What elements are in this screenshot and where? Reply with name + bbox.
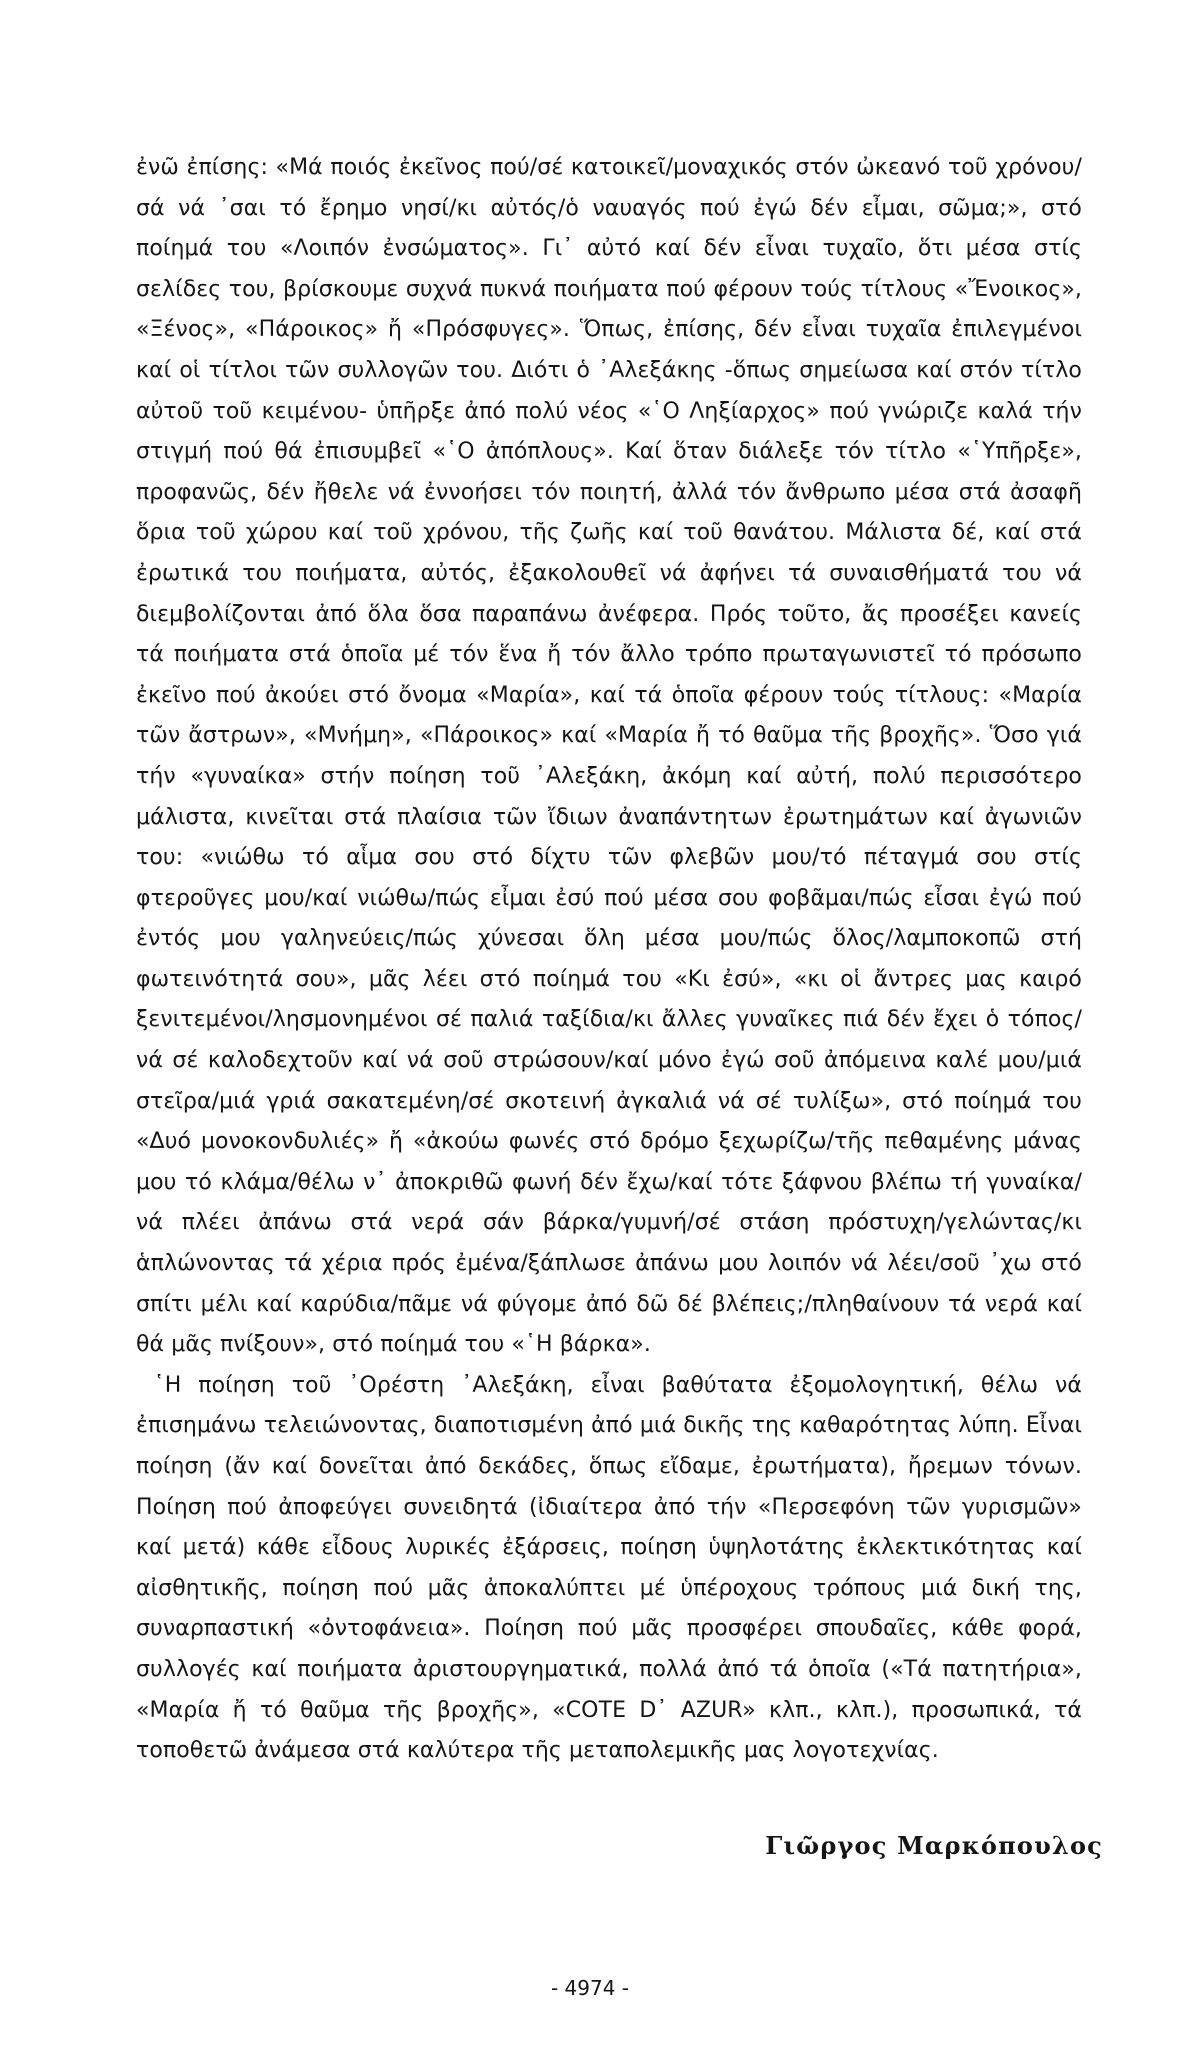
page-number: - 4974 - [550, 1976, 630, 2000]
paragraph-1: ἐνῶ ἐπίσης: «Μά ποιός ἐκεῖνος πού/σέ κατοικεῖ/μοναχικός στόν ὠκεανό τοῦ χρόνου/σά νά ᾽σαι τό ἔρημο νησί/κι αὐτός/ὁ ναυαγός πού ἐγώ δέν εἶμαι, σῶμα;», στό ποίημά του «Λοιπόν ἐνσώματος». Γι᾽ αὐτό καί δέν εἶναι τυχαῖο, ὅτι μέσα στίς σελίδες του, βρίσκουμε συχνά πυκνά ποιήματα πού φέρουν τούς τίτλους «Ἔνοικος», «Ξένος», «Πάροικος» ἤ «Πρόσφυγες». Ὅπως, ἐπίσης, δέν εἶναι τυχαῖα ἐπιλεγμένοι καί οἱ τίτλοι τῶν συλλογῶν του. Διότι ὁ ᾽Αλεξάκης -ὅπως σημείωσα καί στόν τίτλο αὐτοῦ τοῦ κειμένου- ὑπῆρξε ἀπό πολύ νέος «῾Ο Ληξίαρχος» πού γνώριζε καλά τήν στιγμή πού θά ἐπισυμβεῖ «῾Ο ἀπόπλους». Καί ὅταν διάλεξε τόν τίτλο «῾Υπῆρξε», προφανῶς, δέν ἤθελε νά ἐννοήσει τόν ποιητή, ἀλλά τόν ἄνθρωπο μέσα στά ἀσαφῆ ὅρια τοῦ χώρου καί τοῦ χρόνου, τῆς ζωῆς καί τοῦ θανάτου. Μάλιστα δέ, καί στά ἐρωτικά του ποιήματα, αὐτός, ἐξακολουθεῖ νά ἀφήνει τά συναισθήματά του νά διεμβολίζονται ἀπό ὅλα ὅσα παραπάνω ἀνέφερα. Πρός τοῦτο, ἄς προσέξει κανείς τά ποιήματα στά ὁποῖα μέ τόν ἕνα ἤ τόν ἄλλο τρόπο πρωταγωνιστεῖ τό πρόσωπο ἐκεῖνο πού ἀκούει στό ὄνομα «Μαρία», καί τά ὁποῖα φέρουν τούς τίτλους: «Μαρία τῶν ἄστρων», «Μνήμη», «Πάροικος» καί «Μαρία ἤ τό θαῦμα τῆς βροχῆς». Ὅσο γιά τήν «γυναίκα» στήν ποίηση τοῦ ᾽Αλεξάκη, ἀκόμη καί αὐτή, πολύ περισσότερο μάλιστα, κινεῖται στά πλαίσια τῶν ἴδιων ἀναπάντητων ἐρωτημάτων καί ἀγωνιῶν του: «νιώθω τό αἷμα σου στό δίχτυ τῶν φλεβῶν μου/τό πέταγμά σου στίς φτεροῦγες μου/καί νιώθω/πώς εἶμαι ἐσύ πού μέσα σου φοβᾶμαι/πώς εἶσαι ἐγώ πού ἐντός μου γαληνεύεις/πώς χύνεσαι ὅλη μέσα μου/πώς ὅλος/λαμποκοπῶ στή φωτεινότητά σου», μᾶς λέει στό ποίημά του «Κι ἐσύ», «κι οἱ ἄντρες μας καιρό ξενιτεμένοι/λησμονημένοι σέ παλιά ταξίδια/κι ἄλλες γυναῖκες πιά δέν ἔχει ὁ τόπος/νά σέ καλοδεχτοῦν καί νά σοῦ στρώσουν/καί μόνο ἐγώ σοῦ ἀπόμεινα καλέ μου/μιά στεῖρα/μιά γριά σακατεμένη/σέ σκοτεινή ἀγκαλιά νά σέ τυλίξω», στό ποίημά του «Δυό μονοκονδυλιές» ἤ «ἀκούω φωνές στό δρόμο ξεχωρίζω/τῆς πεθαμένης μάνας μου τό κλάμα/θέλω ν᾽ ἀποκριθῶ φωνή δέν ἔχω/καί τότε ξάφνου βλέπω τή γυναίκα/νά πλέει ἀπάνω στά νερά σάν βάρκα/γυμνή/σέ στάση πρόστυχη/γελώντας/κι ἁπλώνοντας τά χέρια πρός ἐμένα/ξάπλωσε ἀπάνω μου λοιπόν νά λέει/σοῦ ᾽χω στό σπίτι μέλι καί καρύδια/πᾶμε νά φύγομε ἀπό δῶ δέ βλέπεις;/πληθαίνουν τά νερά καί θά μᾶς πνίξουν», στό ποίημά του «῾Η βάρκα». [136, 155, 1082, 1358]
paragraph-2: ῾Η ποίηση τοῦ ᾽Ορέστη ᾽Αλεξάκη, εἶναι βαθύτατα ἐξομολογητική, θέλω νά ἐπισημάνω τελειώνοντας, διαποτισμένη ἀπό μιά δικῆς της καθαρότητας λύπη. Εἶναι ποίηση (ἄν καί δονεῖται ἀπό δεκάδες, ὅπως εἴδαμε, ἐρωτήματα), ἤρεμων τόνων. Ποίηση πού ἀποφεύγει συνειδητά (ἰδιαίτερα ἀπό τήν «Περσεφόνη τῶν γυρισμῶν» καί μετά) κάθε εἶδους λυρικές ἐξάρσεις, ποίηση ὑψηλοτάτης ἐκλεκτικότητας καί αἰσθητικῆς, ποίηση πού μᾶς ἀποκαλύπτει μέ ὑπέροχους τρόπους μιά δική της, συναρπαστική «ὀντοφάνεια». Ποίηση πού μᾶς προσφέρει σπουδαῖες, κάθε φορά, συλλογές καί ποιήματα ἀριστουργηματικά, πολλά ἀπό τά ὁποῖα («Τά πατητήρια», «Μαρία ἤ τό θαῦμα τῆς βροχῆς», «COTE D᾽ AZUR» κλπ., κλπ.), προσωπικά, τά τοποθετῶ ἀνάμεσα στά καλύτερα τῆς μεταπολεμικῆς μας λογοτεχνίας. [136, 1372, 1082, 1764]
author-signature: Γιῶργος Μαρκόπουλος [765, 1831, 1103, 1860]
article-body [136, 148, 1082, 1772]
